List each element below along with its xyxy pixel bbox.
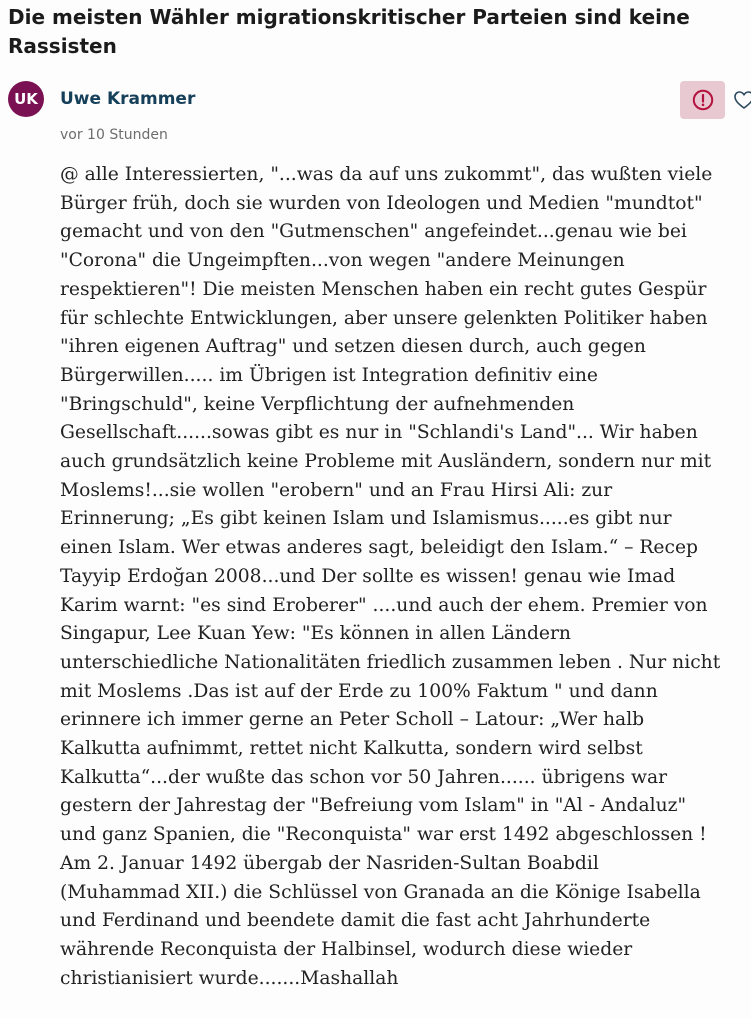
- avatar: UK: [8, 81, 44, 117]
- comment-timestamp: vor 10 Stunden: [60, 127, 168, 143]
- report-comment-button[interactable]: [680, 81, 725, 119]
- comment-author-name[interactable]: Uwe Krammer: [60, 89, 196, 109]
- comment-text: @ alle Interessierten, "...was da auf uns zukommt", das wußten viele Bürger früh, doch sie wurden von Ideologen und Medien "mundtot" gemacht und von den "Gutmenschen" angefeindet...genau wie bei "Corona" die Ungeimpften...von wegen "andere Meinungen respektieren"! Die meisten Menschen haben ein recht gutes Gespür für schlechte Entwicklungen, aber unsere gelenkten Politiker haben "ihren eigenen Auftrag" und setzen diesen durch, auch gegen Bürgerwillen..... im Übrigen ist Integration definitiv eine "Bringschuld", keine Verpflichtung der aufnehmenden Gesellschaft......sowas gibt es nur in "Schlandi's Land"... Wir haben auch grundsätzlich keine Probleme mit Ausländern, sondern nur mit Moslems!...sie wollen "erobern" und an Frau Hirsi Ali: zur Erinnerung; „Es gibt keinen Islam und Islamismus.....es gibt nur einen Islam. Wer etwas anderes sagt, beleidigt den Islam.“ – Recep Tayyip Erdoğan 2008...und Der sollte es wissen! genau wie Imad Karim warnt: "es sind Eroberer" ....und auch der ehem. Premier von Singapur, Lee Kuan Yew: "Es können in allen Ländern unterschiedliche Nationalitäten friedlich zusammen leben . Nur nicht mit Moslems .Das ist auf der Erde zu 100% Faktum " und dann erinnere ich immer gerne an Peter Scholl – Latour: „Wer halb Kalkutta aufnimmt, rettet nicht Kalkutta, sondern wird selbst Kalkutta“...der wußte das schon vor 50 Jahren...... übrigens war gestern der Jahrestag der "Befreiung vom Islam" in "Al - Andaluz" und ganz Spanien, die "Reconquista" war erst 1492 abgeschlossen ! Am 2. Januar 1492 übergab der Nasriden-Sultan Boabdil (Muhammad XII.) die Schlüssel von Granada an die Könige Isabella und Ferdinand und beendete damit die fast acht Jahrhunderte währende Reconquista der Halbinsel, wodurch diese wieder christianisiert wurde.......Mashallah: [60, 164, 721, 989]
- exclamation-circle-icon: [692, 89, 714, 111]
- article-title: Die meisten Wähler migrationskritischer Parteien sind keine Rassisten: [8, 5, 690, 58]
- like-comment-button[interactable]: [733, 89, 751, 111]
- heart-icon: [733, 89, 751, 111]
